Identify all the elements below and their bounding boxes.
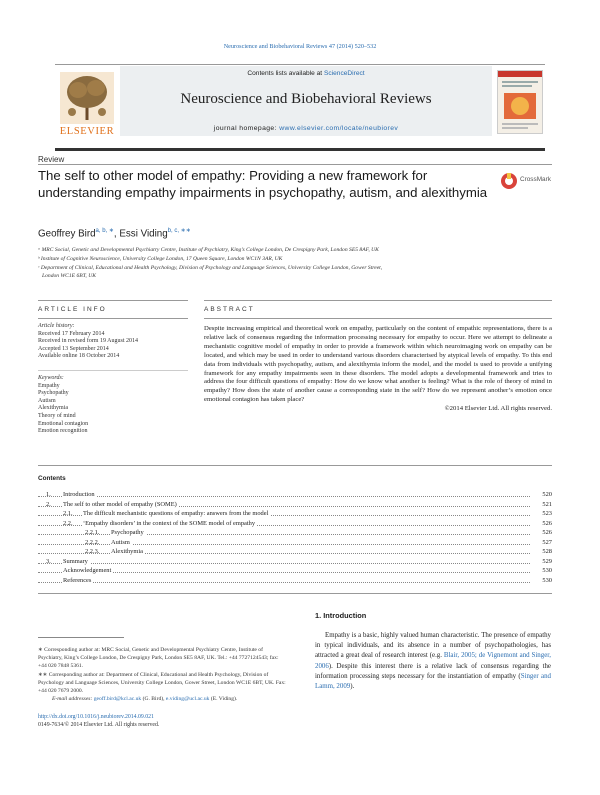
toc-number: 2.2.2.: [85, 538, 100, 546]
divider: [38, 593, 552, 594]
keyword: Emotional contagion: [38, 420, 89, 427]
toc-title[interactable]: Introduction: [63, 491, 95, 498]
toc-page: 530: [542, 567, 552, 574]
toc-row[interactable]: [38, 490, 552, 500]
toc-page: 527: [542, 538, 552, 546]
toc-number: 2.: [46, 500, 51, 508]
toc-page: 526: [542, 529, 552, 536]
toc-row[interactable]: [38, 547, 552, 557]
toc-row[interactable]: [38, 538, 552, 548]
affiliation: ᵃ MRC Social, Genetic and Developmental Psychiatry Centre, Institute of Psychiatry, King’s College London, De Crespigny Park, London SE5 8AF, UK: [38, 247, 379, 253]
keywords-label: Keywords:: [38, 375, 64, 381]
abstract-body: [204, 325, 552, 414]
keyword: Theory of mind: [38, 412, 76, 419]
email-label: E-mail addresses:: [52, 696, 94, 703]
toc-title[interactable]: Alexithymia: [111, 548, 143, 555]
toc-row[interactable]: [38, 500, 552, 510]
keyword: Emotion recognition: [38, 428, 88, 435]
toc-row[interactable]: [38, 566, 552, 576]
journal-homepage-line: [120, 125, 492, 132]
article-type: Review: [38, 155, 65, 164]
toc-row[interactable]: [38, 576, 552, 586]
divider: [38, 370, 188, 371]
toc-page: 523: [542, 510, 552, 517]
footnote: ∗ Corresponding author at: MRC Social, Genetic and Developmental Psychiatry Centre, Institute of Psychiatry, King’s College London, De Crespigny Park, London SE5 8AF, UK. Tel.: +44 7727124543; fax: +44 020 7848 5361.: [38, 647, 279, 670]
keyword: Psychopathy: [38, 390, 69, 397]
keyword: Autism: [38, 397, 56, 404]
email-owner: (E. Viding).: [209, 696, 238, 703]
divider: [38, 300, 188, 301]
divider: [204, 318, 552, 319]
keywords: [38, 375, 188, 436]
doi-link[interactable]: http://dx.doi.org/10.1016/j.neubiorev.2014.09.021: [38, 714, 154, 720]
divider: [38, 465, 552, 466]
sciencedirect-link[interactable]: ScienceDirect: [323, 70, 365, 77]
history-item: Received 17 February 2014: [38, 330, 105, 337]
toc-title[interactable]: Acknowledgement: [63, 567, 112, 574]
divider: [38, 164, 552, 165]
toc-title[interactable]: The self to other model of empathy (SOME): [63, 500, 177, 508]
journal-reference[interactable]: Neuroscience and Biobehavioral Reviews 47 (2014) 520–532: [223, 43, 377, 50]
keyword: Alexithymia: [38, 405, 68, 412]
affiliation: London WC1E 6BT, UK: [42, 273, 96, 279]
history-item: Accepted 13 September 2014: [38, 345, 109, 352]
toc-number: 3.: [46, 557, 51, 565]
keyword: Empathy: [38, 382, 60, 389]
author-separator: ,: [113, 228, 120, 240]
homepage-prefix: journal homepage:: [213, 125, 280, 132]
toc-number: 2.2.: [63, 519, 73, 527]
article-history: [38, 323, 188, 361]
homepage-link[interactable]: www.elsevier.com/locate/neubiorev: [279, 125, 399, 132]
toc-number: 1.: [46, 491, 51, 498]
email-line: [38, 695, 288, 703]
footnote: ∗∗ Corresponding author at: Department of Clinical, Educational and Health Psychology, Division of Psychology and Language Sciences, University College London, Gower Street, London WC1E 6BT, UK. Fax: +44 020 7679 2000.: [38, 671, 286, 695]
email-link[interactable]: e.viding@ucl.ac.uk: [165, 696, 210, 703]
toc-row[interactable]: [38, 557, 552, 567]
citation-link[interactable]: Blair, 2005; de Vignemont and Singer, 2006: [315, 652, 551, 670]
toc-page: 529: [542, 557, 552, 565]
author-list: [38, 227, 191, 239]
toc-row[interactable]: [38, 509, 552, 519]
copyright-notice: ©2014 Elsevier Ltd. All rights reserved.: [444, 405, 552, 413]
crossmark-icon: [500, 172, 518, 190]
intro-text: ).: [350, 683, 355, 691]
toc-title[interactable]: Psychopathy: [111, 529, 144, 536]
toc-page: 530: [542, 576, 552, 584]
intro-text: ). Despite this interest there is a relative lack of consensus regarding the information processing steps necessary for the instantiation of empathy (: [315, 662, 551, 680]
toc-row[interactable]: [38, 519, 552, 529]
author-name[interactable]: Essi Viding: [119, 228, 168, 240]
affiliation: ᵇ Institute of Cognitive Neuroscience, University College London, 17 Queen Square, London WC1N 3AR, UK: [38, 256, 283, 262]
toc-page: 528: [542, 548, 552, 555]
author-name[interactable]: Geoffrey Bird: [38, 228, 96, 240]
publisher-logo-text: ELSEVIER: [59, 126, 115, 137]
contents-prefix: Contents lists available at: [247, 70, 324, 77]
toc-title[interactable]: References: [63, 576, 92, 584]
article-info-heading: ARTICLE INFO: [38, 306, 107, 313]
toc-row[interactable]: [38, 528, 552, 538]
journal-title: Neuroscience and Biobehavioral Reviews: [180, 91, 432, 107]
history-item: Received in revised form 19 August 2014: [38, 338, 138, 345]
affiliation: ᶜ Department of Clinical, Educational and Health Psychology, Division of Psychology and Language Sciences, University College London, Gower Street,: [38, 265, 383, 271]
toc-page: 521: [542, 500, 552, 508]
abstract-heading: ABSTRACT: [204, 306, 255, 313]
contents-heading: Contents: [38, 475, 66, 482]
toc-number: 2.2.3.: [85, 548, 100, 555]
email-owner: (G. Bird),: [141, 696, 166, 703]
toc-title[interactable]: Autism: [111, 538, 130, 546]
divider: [204, 300, 552, 301]
history-label: Article history:: [38, 323, 75, 329]
doi-block: [38, 713, 159, 729]
crossmark-badge[interactable]: [500, 172, 556, 190]
crossmark-label: CrossMark: [520, 176, 551, 183]
footnote-divider: [38, 637, 124, 638]
history-item: Available online 18 October 2014: [38, 353, 120, 360]
toc-page: 520: [542, 491, 552, 498]
contents-available-line: [120, 70, 492, 77]
toc-page: 526: [542, 519, 552, 527]
article-title: The self to other model of empathy: Providing a new framework for understanding empathy impairments in psychopathy, autism, and alexithymia: [38, 168, 488, 200]
toc-title[interactable]: Summary: [63, 557, 88, 565]
toc-title[interactable]: The difficult mechanistic questions of empathy: answers from the model: [83, 510, 269, 517]
citation-link[interactable]: Singer and Lamm, 2009: [315, 672, 551, 691]
toc-number: 2.1.: [63, 510, 73, 517]
intro-text: Empathy is a basic, highly valued human characteristic. The presence of empathy in typical individuals, and its absence in a number of psychopathologies, has attracted a great deal of research interest (e.g.: [315, 632, 551, 660]
elsevier-tree-logo-icon: [58, 70, 116, 134]
email-link[interactable]: geoff.bird@kcl.ac.uk: [93, 696, 142, 703]
issn-line: 0149-7634/© 2014 Elsevier Ltd. All rights reserved.: [38, 722, 160, 729]
divider: [38, 318, 188, 319]
author-affiliation-marks[interactable]: a, b, ∗: [95, 228, 114, 234]
table-of-contents: [38, 490, 552, 585]
section-heading-introduction: 1. Introduction: [315, 611, 367, 620]
journal-cover-image: [497, 70, 543, 134]
introduction-paragraph: [315, 631, 551, 692]
toc-title[interactable]: ‘Empathy disorders’ in the context of the SOME model of empathy: [83, 519, 256, 527]
toc-number: 2.2.1.: [85, 529, 100, 536]
abstract-text: Despite increasing empirical and theoretical work on empathy, particularly on the content of empathic representations, there is a relative lack of consensus regarding the information processing necessary for empathy to occur. Here we attempt to delineate a mechanistic cognitive model of empathy in order to provide a framework within which neuroimaging work on empathy can be located, and which may be used in order to understand various disorders characterised by atypical levels of empathy. To this end data from individuals with psychopathy, autism, and alexithymia inform the model, and the model is used to provide a unifying framework for any empathy impairments seen in these disorders. The model adopts a developmental framework and tries to address the four difficult questions of empathy: How do we know what another is feeling? What is the role of theory of mind in empathy? How does the state of another cause a corresponding state in the self? How do we represent another’s emotion once emotional contagion has taken place?: [204, 325, 552, 404]
author-affiliation-marks[interactable]: b, c, ∗∗: [167, 228, 191, 234]
footnotes: [38, 646, 288, 703]
